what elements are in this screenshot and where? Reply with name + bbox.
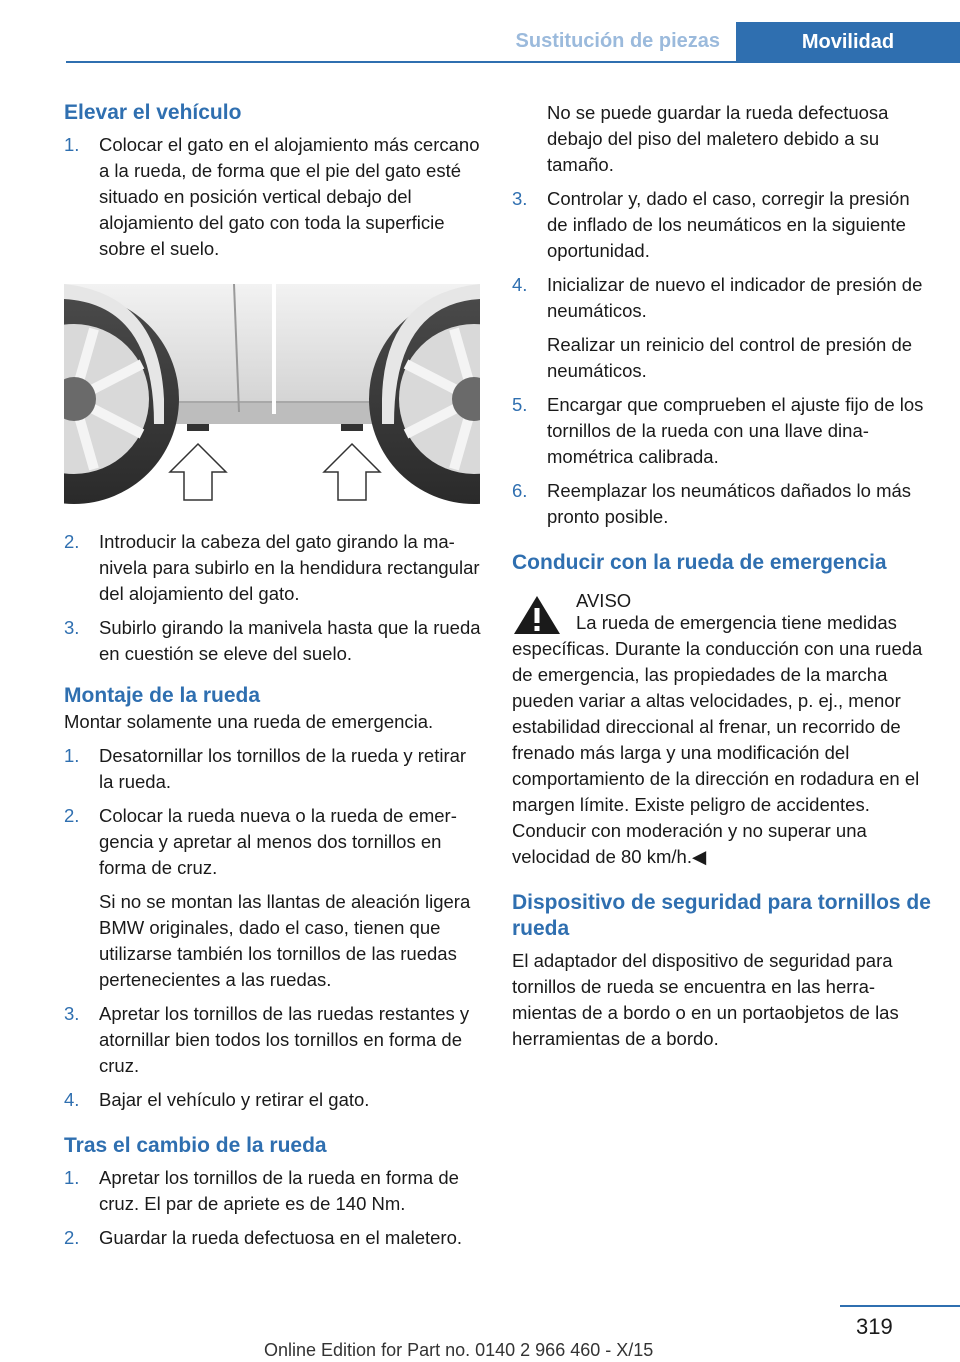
list-item [64, 132, 482, 262]
step-continuation: No se puede guardar la rueda defectuosa debajo del piso del maletero debido a su tamaño. [547, 102, 889, 175]
list-item [64, 529, 482, 607]
step-text: Subirlo girando la manivela hasta que la rueda en cuestión se eleve del suelo. [99, 617, 481, 664]
step-text: Bajar el vehículo y retirar el gato. [99, 1089, 370, 1110]
step-number: 3. [64, 1003, 80, 1024]
step-number: 5. [512, 394, 528, 415]
step-number: 6. [512, 480, 528, 501]
step-text: Controlar y, dado el caso, corregir la presión de inflado de los neumáticos en la siguiente oportunidad. [547, 188, 910, 261]
section-intro: Montar solamente una rueda de emergencia. [64, 711, 434, 732]
step-continuation: Realizar un reinicio del control de presión de neumáticos. [547, 334, 913, 381]
step-text: Reemplazar los neumáticos dañados lo más pronto posible. [547, 480, 912, 527]
header-tab-movilidad[interactable]: Movilidad [736, 22, 960, 62]
page-number: 319 [856, 1314, 893, 1339]
step-text: Guardar la rueda defectuosa en el maletero. [99, 1227, 463, 1248]
step-text: Encargar que comprueben el ajuste fijo de los tornillos de la rueda con una llave dinamométrica calibrada. [547, 394, 924, 467]
step-number: 2. [64, 531, 80, 552]
step-text: Colocar la rueda nueva o la rueda de emergencia y apretar al menos dos tornillos en forma de cruz. [99, 805, 457, 878]
step-text: Desatornillar los tornillos de la rueda y retirar la rueda. [99, 745, 467, 792]
jack-points-illustration [64, 284, 480, 504]
section-title-montaje: Montaje de la rueda [64, 684, 261, 707]
list-item [512, 272, 932, 324]
step-number: 1. [64, 745, 80, 766]
step-number: 2. [64, 805, 80, 826]
step-number: 3. [512, 188, 528, 209]
section-title-conducir-emergencia: Conducir con la rueda de emergencia [512, 551, 887, 574]
warning-triangle-icon [512, 594, 562, 636]
list-item [512, 392, 932, 470]
step-number: 4. [512, 274, 528, 295]
step-number: 4. [64, 1089, 80, 1110]
step-text: Inicializar de nuevo el indicador de presión de neumáticos. [547, 274, 923, 321]
step-continuation: Si no se montan las llantas de aleación ligera BMW originales, dado el caso, tienen que utilizarse también los tornillos de las ruedas pertenecientes a las ruedas. [99, 891, 471, 990]
step-text: Apretar los tornillos de las ruedas restantes y atornillar bien todos los tornillos en forma de cruz. [99, 1003, 470, 1076]
step-text: Colocar el gato en el alojamiento más cercano a la rueda, de forma que el pie del gato esté situado en posición vertical debajo del alojamiento del gato con toda la superficie sobre el suelo. [99, 134, 480, 259]
list-item [64, 1165, 482, 1217]
footer-edition: Online Edition for Part no. 0140 2 966 460 - X/15 [264, 1340, 654, 1360]
list-item [512, 186, 932, 264]
section-title-tras-cambio: Tras el cambio de la rueda [64, 1134, 327, 1157]
section-title-elevar: Elevar el vehículo [64, 101, 242, 124]
step-text: Introducir la cabeza del gato girando la manivela para subirlo en la hendidura rectangular del alojamiento del gato. [99, 531, 480, 604]
step-number: 1. [64, 1167, 80, 1188]
step-text: Apretar los tornillos de la rueda en forma de cruz. El par de apriete es de 140 Nm. [99, 1167, 459, 1214]
right-column [512, 100, 932, 1052]
list-item [64, 803, 482, 881]
list-item [64, 1225, 482, 1251]
section-title-dispositivo-seguridad: Dispositivo de seguridad para tornillos de rueda [512, 891, 931, 940]
step-number: 2. [64, 1227, 80, 1248]
warning-label: AVISO [576, 590, 632, 611]
footer-rule [840, 1305, 960, 1307]
warning-text: La rueda de emergencia tiene medidas específicas. Durante la conducción con una rueda de emergencia, las propiedades de la marcha pueden variar a altas velocidades, p. ej., menor estabilidad direccional al frenar, un recorrido de frenado más larga y una modificación del comportamiento de la dirección en rodadura en el margen límite. Existe peligro de accidentes. Conducir con moderación y no superar una velocidad de 80 km/h.◀ [512, 612, 923, 867]
list-item [64, 615, 482, 667]
list-item [512, 478, 932, 530]
list-item [64, 1001, 482, 1079]
step-number: 1. [64, 134, 80, 155]
header-section-title: Sustitución de piezas [515, 30, 720, 52]
left-column [64, 100, 482, 1251]
list-item [64, 743, 482, 795]
step-number: 3. [64, 617, 80, 638]
list-item [64, 1087, 482, 1113]
section-body: El adaptador del dispositivo de seguridad para tornillos de rueda se encuentra en las herramientas de a bordo o en un portaobjetos de las herramientas de a bordo. [512, 950, 899, 1049]
